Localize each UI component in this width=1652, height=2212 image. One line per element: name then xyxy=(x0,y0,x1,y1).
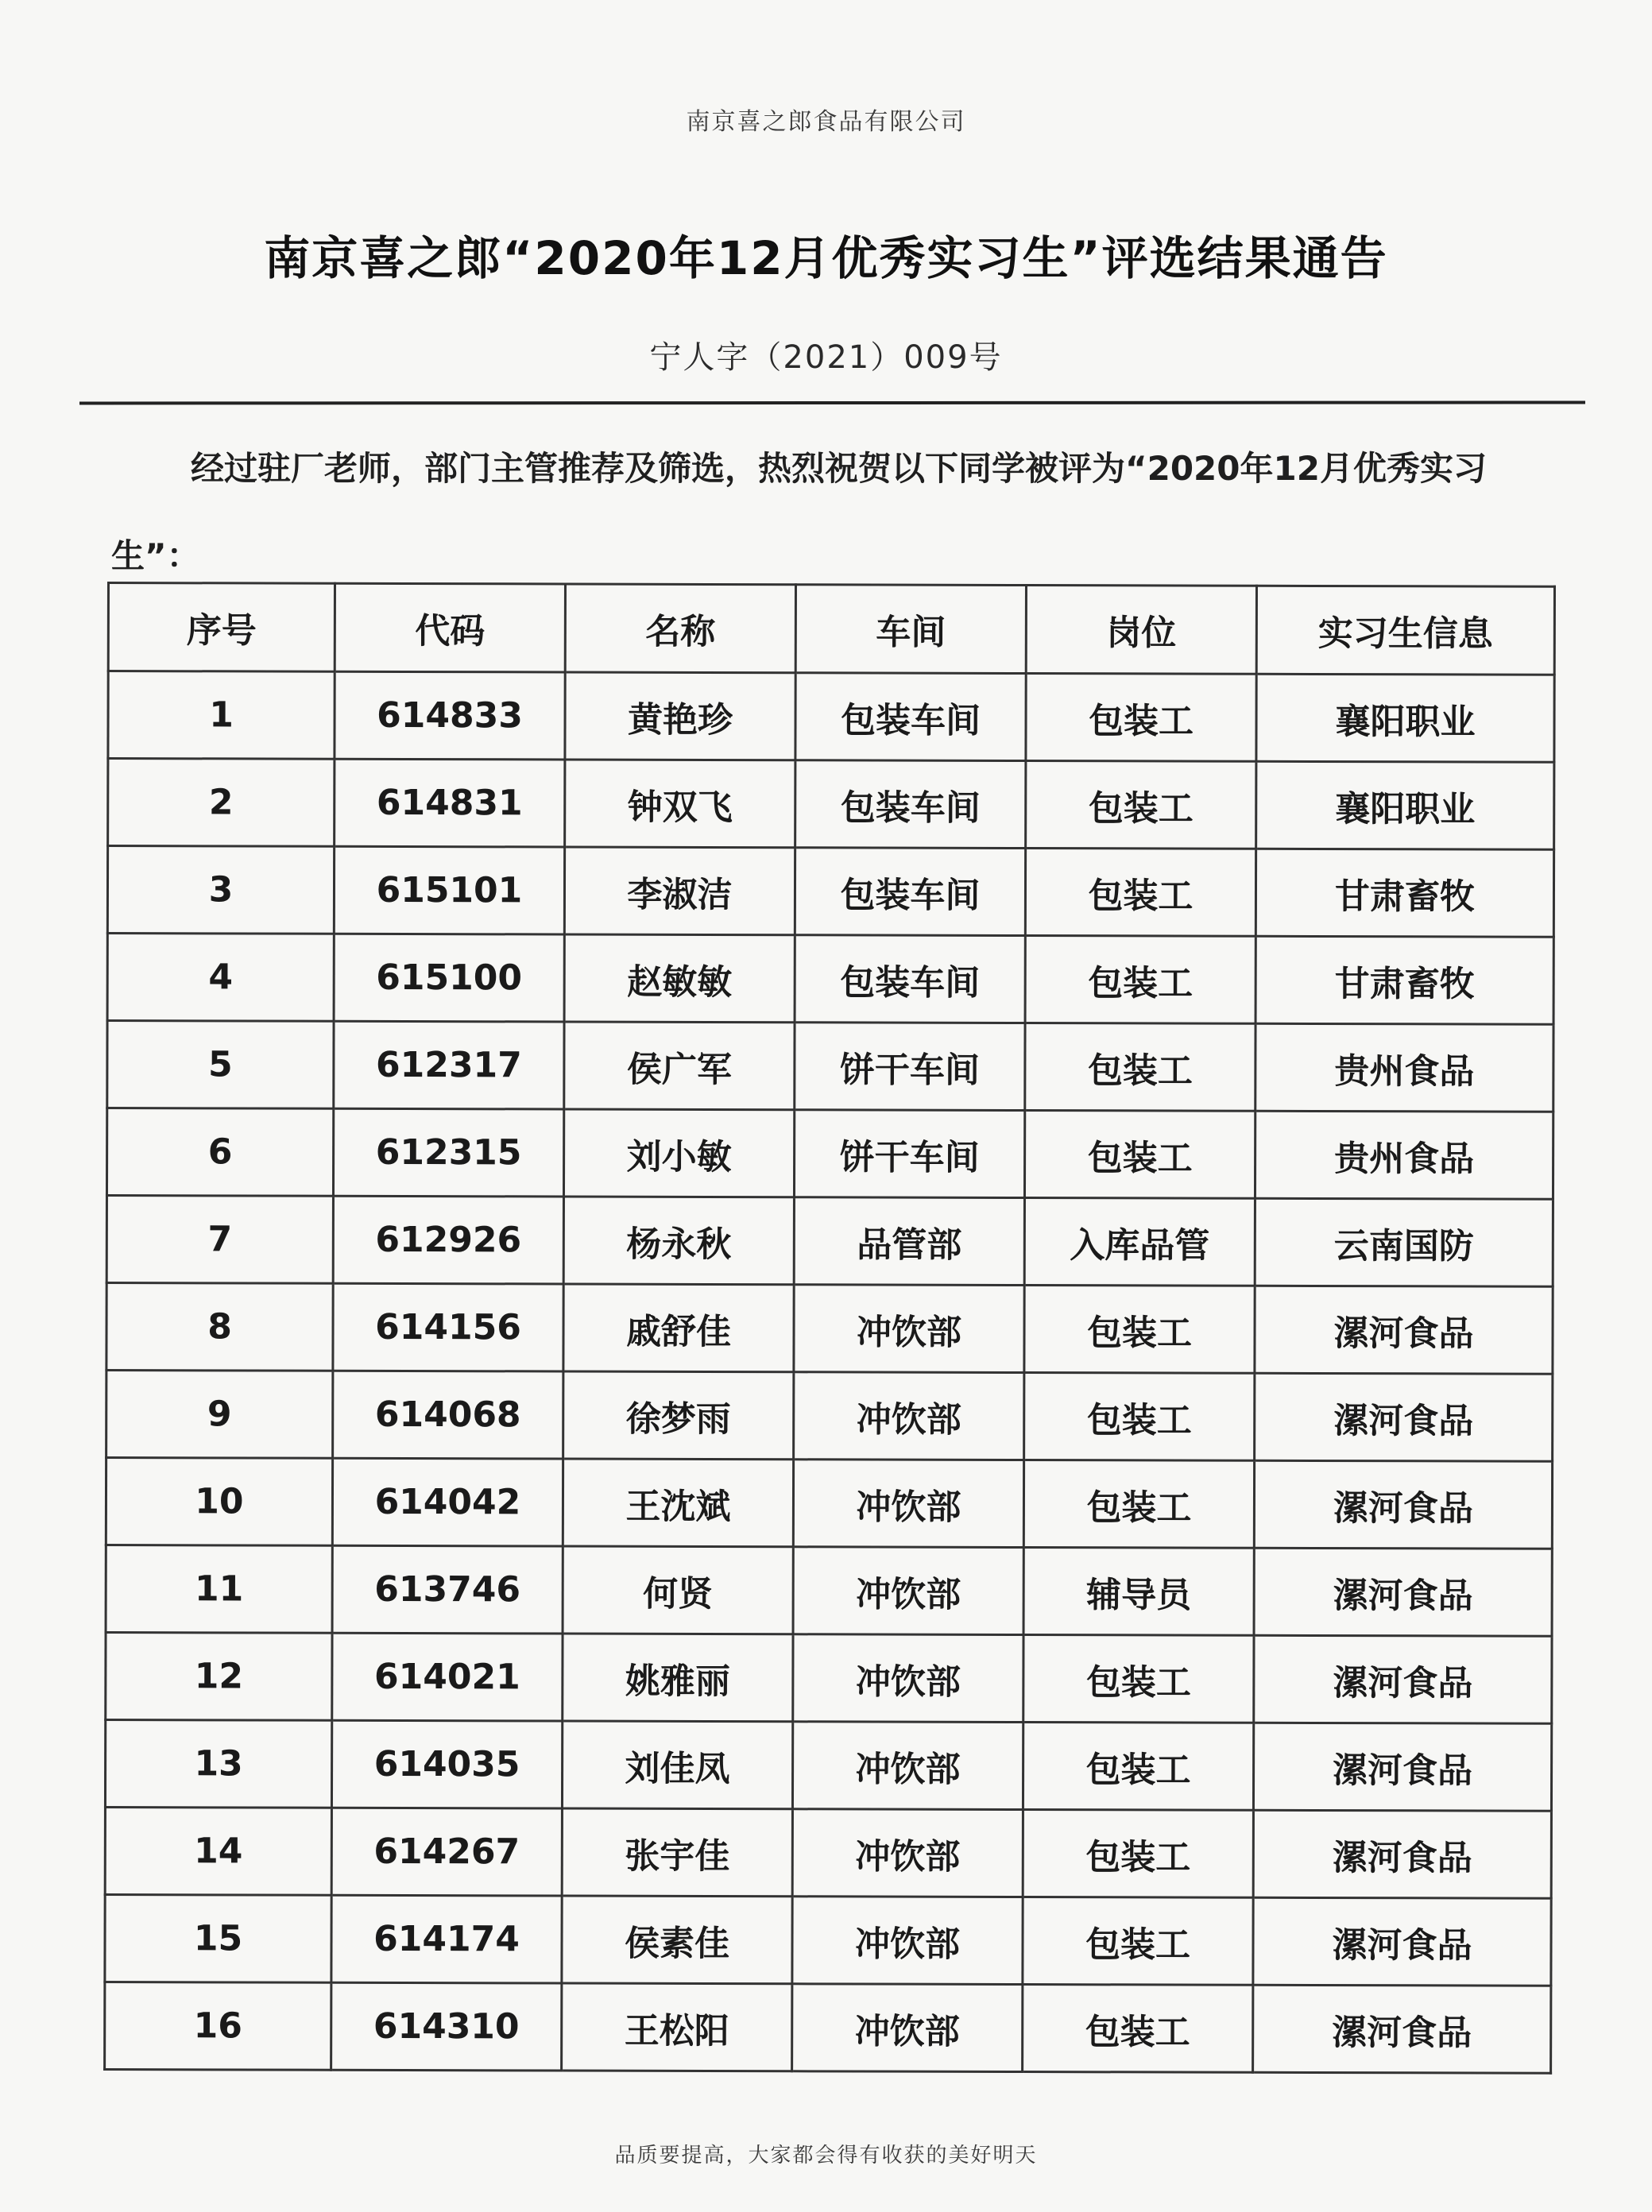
cell-workshop: 包装车间 xyxy=(795,848,1025,936)
cell-position: 包装工 xyxy=(1023,1897,1253,1986)
column-header-intern-info: 实习生信息 xyxy=(1256,586,1554,675)
cell-index: 16 xyxy=(105,1982,331,2070)
document-title: 南京喜之郎“2020年12月优秀实习生”评选结果通告 xyxy=(264,231,1388,285)
footer-text: 品质要提高，大家都会得有收获的美好明天 xyxy=(614,2144,1038,2168)
cell-intern-info: 甘肃畜牧 xyxy=(1255,936,1553,1024)
interns-table xyxy=(103,582,1556,2075)
cell-workshop: 冲饮部 xyxy=(793,1634,1023,1723)
cell-position: 包装工 xyxy=(1023,1460,1254,1549)
table-row xyxy=(105,1807,1551,1898)
cell-name: 侯广军 xyxy=(564,1022,795,1110)
cell-position: 包装工 xyxy=(1025,1023,1255,1112)
cell-index: 4 xyxy=(107,934,334,1022)
cell-index: 6 xyxy=(106,1108,333,1197)
cell-code: 613746 xyxy=(332,1545,563,1634)
table-row xyxy=(107,846,1553,938)
table-row xyxy=(106,1196,1553,1287)
cell-name: 戚舒佳 xyxy=(563,1284,794,1372)
cell-code: 614042 xyxy=(332,1458,563,1546)
column-header-code: 代码 xyxy=(335,583,565,672)
cell-position: 包装工 xyxy=(1023,1985,1253,2073)
cell-code: 614068 xyxy=(333,1371,563,1459)
cell-workshop: 冲饮部 xyxy=(793,1547,1023,1635)
table-row xyxy=(108,759,1554,850)
cell-index: 10 xyxy=(106,1458,332,1546)
table-row xyxy=(106,1371,1553,1462)
cell-name: 姚雅丽 xyxy=(563,1634,793,1722)
cell-index: 8 xyxy=(106,1283,333,1371)
cell-code: 614310 xyxy=(331,1982,562,2071)
cell-workshop: 品管部 xyxy=(794,1197,1024,1286)
cell-position: 入库品管 xyxy=(1024,1198,1255,1286)
cell-name: 刘佳凤 xyxy=(562,1721,792,1809)
cell-intern-info: 漯河食品 xyxy=(1255,1373,1553,1461)
cell-position: 包装工 xyxy=(1025,936,1255,1024)
cell-position: 包装工 xyxy=(1024,1373,1255,1461)
cell-intern-info: 漯河食品 xyxy=(1254,1548,1552,1636)
cell-index: 5 xyxy=(107,1021,334,1109)
cell-code: 614021 xyxy=(332,1633,563,1721)
cell-name: 张宇佳 xyxy=(562,1808,792,1897)
cell-intern-info: 漯河食品 xyxy=(1253,1810,1551,1898)
cell-index: 12 xyxy=(106,1632,332,1720)
column-header-position: 岗位 xyxy=(1026,586,1256,675)
cell-position: 包装工 xyxy=(1023,1723,1253,1811)
column-header-index: 序号 xyxy=(108,583,335,672)
cell-intern-info: 漯河食品 xyxy=(1254,1635,1552,1723)
cell-position: 包装工 xyxy=(1024,1286,1255,1374)
cell-index: 13 xyxy=(105,1719,331,1808)
cell-name: 杨永秋 xyxy=(563,1197,794,1285)
cell-intern-info: 漯河食品 xyxy=(1253,1723,1551,1811)
cell-workshop: 包装车间 xyxy=(795,673,1026,761)
cell-index: 7 xyxy=(106,1196,333,1284)
cell-name: 黄艳珍 xyxy=(565,672,795,760)
table-row xyxy=(107,1021,1553,1112)
cell-intern-info: 漯河食品 xyxy=(1254,1460,1552,1549)
cell-code: 614035 xyxy=(331,1720,562,1808)
cell-code: 614833 xyxy=(335,671,565,760)
cell-workshop: 冲饮部 xyxy=(792,1809,1023,1897)
cell-code: 614831 xyxy=(335,759,565,847)
cell-name: 徐梦雨 xyxy=(563,1371,794,1460)
cell-intern-info: 甘肃畜牧 xyxy=(1255,849,1553,937)
cell-name: 侯素佳 xyxy=(562,1896,792,1984)
cell-code: 615100 xyxy=(334,934,564,1022)
cell-code: 615101 xyxy=(334,846,564,934)
cell-workshop: 冲饮部 xyxy=(792,1897,1023,1985)
cell-intern-info: 襄阳职业 xyxy=(1256,674,1554,762)
cell-name: 钟双飞 xyxy=(565,760,795,848)
table-row xyxy=(106,1283,1553,1375)
cell-position: 辅导员 xyxy=(1023,1548,1254,1636)
table-row xyxy=(108,671,1554,763)
table-row xyxy=(106,1108,1553,1200)
header-divider xyxy=(79,401,1585,405)
cell-name: 王松阳 xyxy=(562,1983,792,2071)
cell-intern-info: 贵州食品 xyxy=(1255,1023,1553,1112)
document-number: 宁人字（2021）009号 xyxy=(649,339,1003,376)
cell-code: 614174 xyxy=(331,1895,562,1983)
table-row xyxy=(105,1894,1551,1986)
table-row xyxy=(106,1458,1552,1549)
cell-workshop: 冲饮部 xyxy=(794,1372,1024,1460)
table-body xyxy=(105,671,1555,2074)
cell-intern-info: 襄阳职业 xyxy=(1256,761,1554,849)
company-header: 南京喜之郎食品有限公司 xyxy=(686,108,966,136)
cell-index: 11 xyxy=(106,1545,332,1633)
cell-code: 614156 xyxy=(333,1283,563,1371)
cell-index: 15 xyxy=(105,1894,331,1982)
cell-intern-info: 漯河食品 xyxy=(1253,1897,1551,1986)
table-row xyxy=(106,1632,1552,1723)
cell-position: 包装工 xyxy=(1023,1635,1254,1723)
table-row xyxy=(105,1982,1551,2073)
cell-intern-info: 漯河食品 xyxy=(1255,1286,1553,1374)
cell-position: 包装工 xyxy=(1023,1810,1253,1898)
table-row xyxy=(106,1545,1552,1636)
cell-workshop: 冲饮部 xyxy=(794,1285,1024,1373)
cell-index: 2 xyxy=(108,759,335,847)
cell-index: 14 xyxy=(105,1807,331,1895)
cell-position: 包装工 xyxy=(1026,674,1256,762)
cell-code: 612317 xyxy=(334,1021,564,1109)
cell-intern-info: 贵州食品 xyxy=(1255,1111,1553,1199)
cell-workshop: 冲饮部 xyxy=(792,1984,1023,2072)
column-header-name: 名称 xyxy=(565,584,795,673)
cell-position: 包装工 xyxy=(1024,1111,1255,1199)
table-header-row xyxy=(108,583,1554,675)
cell-name: 李淑洁 xyxy=(564,847,795,935)
cell-position: 包装工 xyxy=(1026,761,1256,849)
cell-code: 612315 xyxy=(333,1108,563,1197)
cell-name: 何贤 xyxy=(563,1546,793,1634)
table-row xyxy=(107,934,1553,1025)
cell-workshop: 冲饮部 xyxy=(793,1460,1023,1548)
cell-workshop: 包装车间 xyxy=(795,935,1025,1023)
cell-index: 1 xyxy=(108,671,335,760)
intro-paragraph: 经过驻厂老师，部门主管推荐及筛选，热烈祝贺以下同学被评为“2020年12月优秀实习生”： xyxy=(111,449,1487,575)
cell-workshop: 包装车间 xyxy=(795,760,1026,849)
cell-intern-info: 云南国防 xyxy=(1255,1198,1553,1286)
cell-position: 包装工 xyxy=(1025,849,1255,937)
cell-intern-info: 漯河食品 xyxy=(1253,1985,1551,2073)
cell-code: 614267 xyxy=(331,1808,562,1896)
cell-index: 3 xyxy=(107,846,334,934)
cell-name: 赵敏敏 xyxy=(564,934,795,1023)
table-row xyxy=(105,1719,1551,1811)
cell-name: 王沈斌 xyxy=(563,1459,793,1547)
column-header-workshop: 车间 xyxy=(795,585,1026,674)
cell-name: 刘小敏 xyxy=(563,1109,794,1197)
cell-code: 612926 xyxy=(333,1196,563,1284)
cell-index: 9 xyxy=(106,1371,333,1459)
cell-workshop: 饼干车间 xyxy=(794,1110,1024,1198)
cell-workshop: 冲饮部 xyxy=(792,1722,1023,1810)
cell-workshop: 饼干车间 xyxy=(795,1023,1025,1111)
